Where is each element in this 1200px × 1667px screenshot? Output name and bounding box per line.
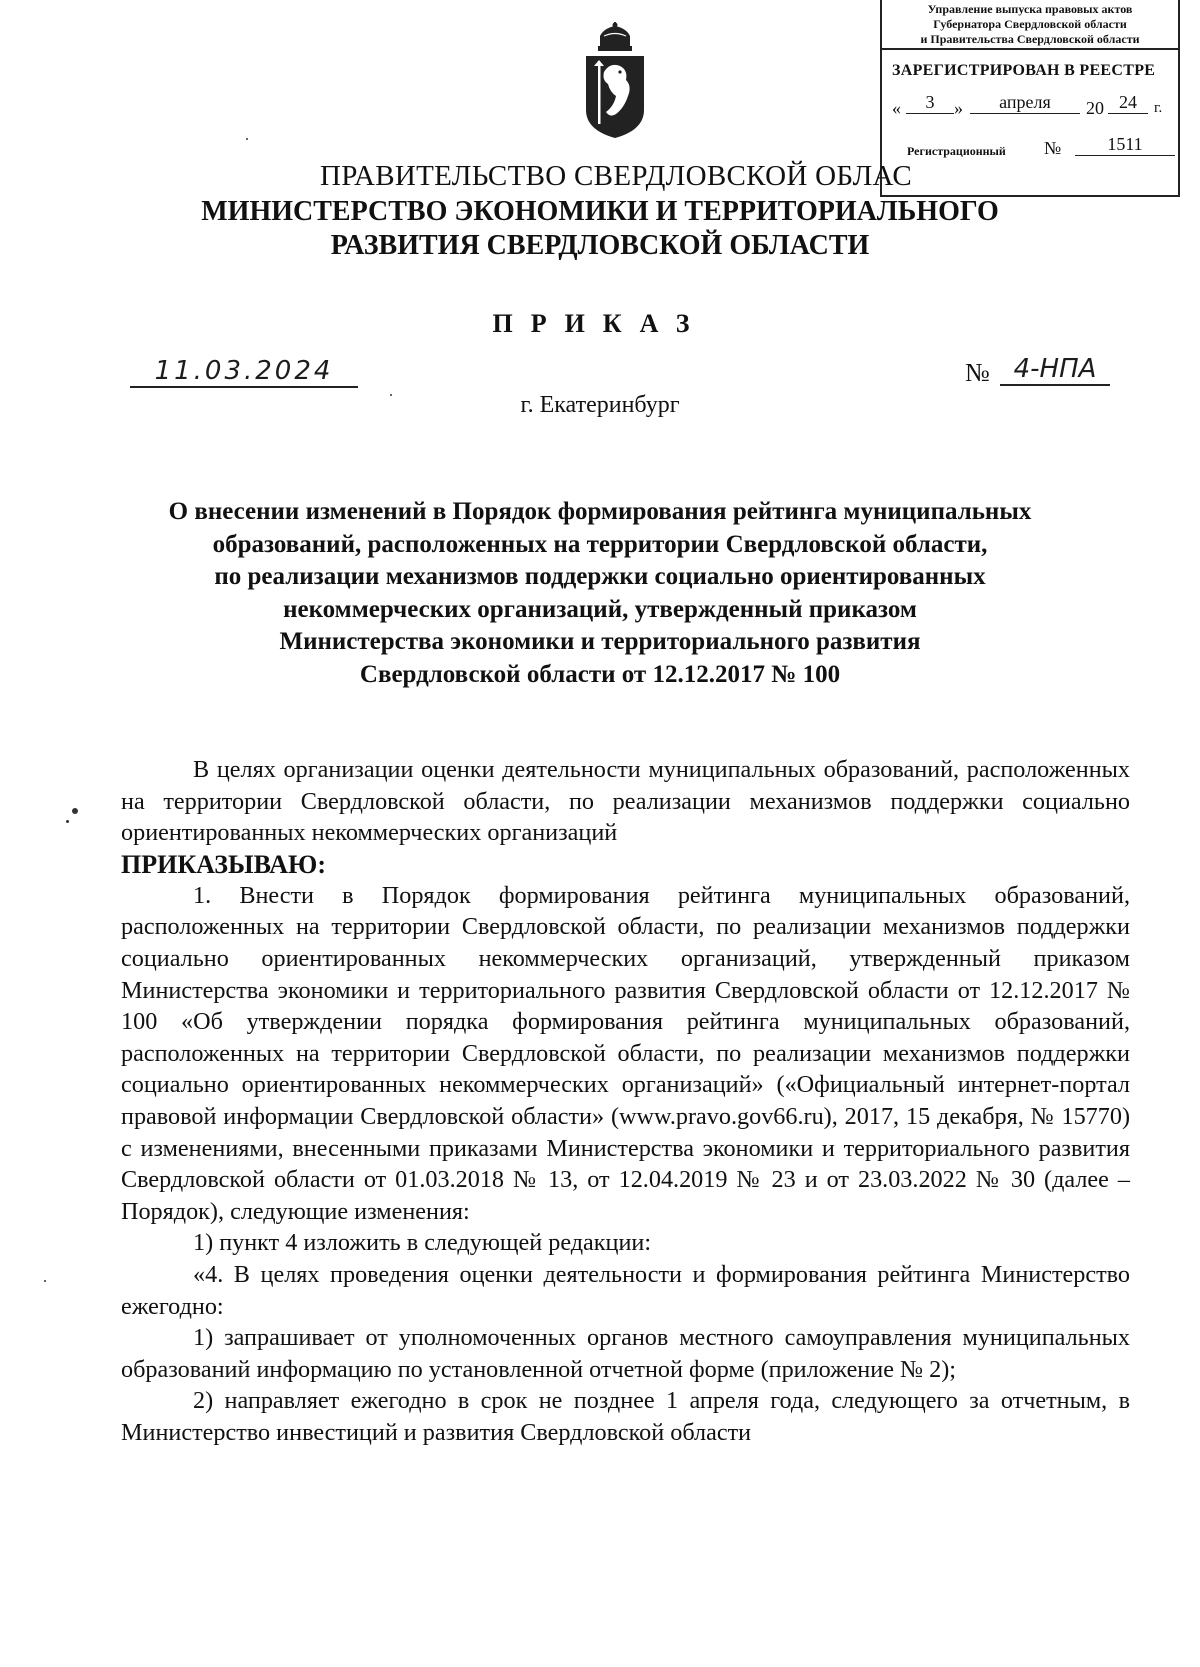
scan-speck <box>246 138 248 140</box>
city-line: г. Екатеринбург <box>520 392 680 418</box>
stamp-month: апреля <box>970 92 1080 114</box>
scan-speck <box>44 1280 46 1282</box>
stamp-year-unit: г. <box>1154 100 1163 116</box>
item-1-paragraph: 1. Внести в Порядок формирования рейтинга муниципальных образований, расположенных на территории Свердловской области, по реализации механизмов поддержки социально ориентированных некоммерческих организаций, утвержденный приказом Министерства экономики и территориального развития Свердловской области от 12.12.2017 № 100 «Об утверждении порядка формирования рейтинга муниципальных образований, расположенных на территории Свердловской области, по реализации механизмов поддержки социально ориентированных некоммерческих организаций» («Официальный интернет-портал правовой информации Свердловской области» (www.pravo.gov66.ru), 2017, 15 декабря, № 15770) с изменениями, внесенными приказами Министерства экономики и территориального развития Свердловской области от 01.03.2018 № 13, от 12.04.2019 № 23 и от 23.03.2022 № 30 (далее – Порядок), следующие изменения: <box>121 881 1130 1225</box>
coat-of-arms-emblem <box>580 22 650 140</box>
stamp-header-line: и Правительства Свердловской области <box>920 32 1140 46</box>
title-line: Министерства экономики и территориального развития <box>279 628 921 655</box>
title-line: по реализации механизмов поддержки социально ориентированных <box>214 563 986 590</box>
subitem-1-paragraph: 1) пункт 4 изложить в следующей редакции: <box>193 1229 652 1257</box>
title-line: некоммерческих организаций, утвержденный приказом <box>283 595 917 623</box>
ministry-heading-line2: РАЗВИТИЯ СВЕРДЛОВСКОЙ ОБЛАСТИ <box>330 230 870 261</box>
stamp-header <box>882 0 1178 50</box>
ministry-heading-line1: МИНИСТЕРСТВО ЭКОНОМИКИ И ТЕРРИТОРИАЛЬНОГО <box>201 196 999 227</box>
stamp-day: 3 <box>906 92 954 114</box>
quoted-subpoint-1-paragraph: 1) запрашивает от уполномоченных органов местного самоуправления муниципальных образований информацию по установленной отчетной форме (приложение № 2); <box>121 1324 1130 1383</box>
stamp-header-line: Управление выпуска правовых актов <box>927 2 1133 16</box>
handwritten-date: 11.03.2024 <box>130 356 358 388</box>
title-line: О внесении изменений в Порядок формирования рейтинга муниципальных <box>168 498 1032 525</box>
document-type-heading: ПРИКАЗ <box>492 309 708 338</box>
stamp-open-quote: « <box>892 98 901 118</box>
stamp-header-line: Губернатора Свердловской области <box>933 17 1127 31</box>
stamp-year-prefix: 20 <box>1086 98 1104 118</box>
quoted-point-4-paragraph: «4. В целях проведения оценки деятельности и формирования рейтинга Министерство ежегодно: <box>121 1260 1130 1320</box>
scan-speck <box>390 394 392 396</box>
title-line: Свердловской области от 12.12.2017 № 100 <box>359 660 841 688</box>
title-line: образований, расположенных на территории Свердловской области, <box>212 530 988 558</box>
stamp-registered-label: ЗАРЕГИСТРИРОВАН В РЕЕСТРЕ <box>892 62 1156 79</box>
stamp-reg-row <box>882 134 1178 164</box>
scan-speck <box>72 808 78 814</box>
registration-stamp <box>880 0 1180 197</box>
stamp-reg-number: 1511 <box>1075 134 1175 156</box>
stamp-close-quote: » <box>954 98 963 118</box>
stamp-reg-label: Регистрационный <box>907 144 1006 158</box>
stamp-reg-sign: № <box>1044 138 1062 158</box>
document-body <box>121 754 1130 1448</box>
government-heading: ПРАВИТЕЛЬСТВО СВЕРДЛОВСКОЙ ОБЛАС <box>320 160 912 192</box>
scan-speck <box>66 820 69 823</box>
stamp-date-row <box>882 92 1178 126</box>
handwritten-order-number: 4-НПА <box>1000 354 1110 386</box>
preamble-paragraph: В целях организации оценки деятельности муниципальных образований, расположенных на территории Свердловской области, по реализации механизмов поддержки социально ориентированных некоммерческих организаций <box>121 756 1130 847</box>
stamp-year-suffix: 24 <box>1108 92 1148 114</box>
quoted-subpoint-2-paragraph: 2) направляет ежегодно в срок не позднее 1 апреля года, следующего за отчетным, в Министерство инвестиций и развития Свердловской области <box>121 1387 1130 1446</box>
order-number-sign: № <box>965 358 990 387</box>
order-word: ПРИКАЗЫВАЮ: <box>121 849 326 879</box>
document-title <box>100 496 1100 691</box>
